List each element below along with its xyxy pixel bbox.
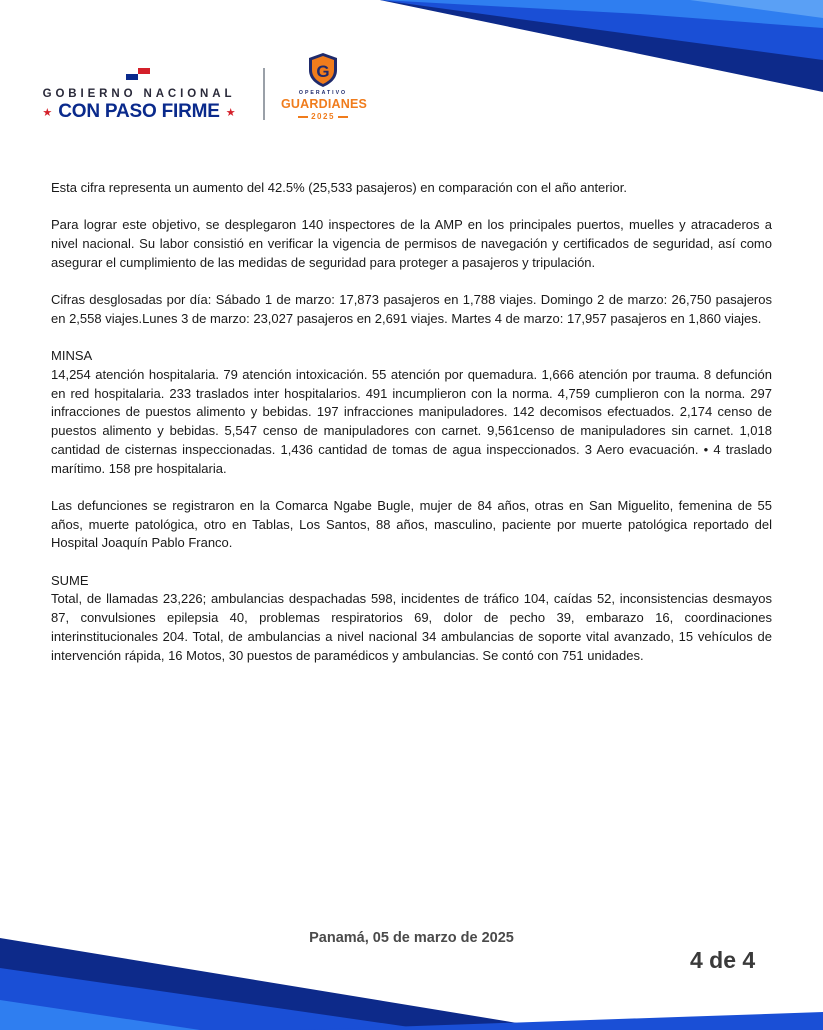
operativo-guardianes-logo [281, 52, 368, 128]
page-number: 4 de 4 [690, 947, 756, 973]
op-year-text: 2025 [311, 112, 335, 121]
shield-icon [307, 52, 339, 88]
paragraph: Total, de llamadas 23,226; ambulancias despachadas 598, incidentes de tráfico 104, caídas 52, inconsistencias desmayos 87, convulsiones epilepsia 40, problemas respiratorios 69, dolor de pecho 39, embarazo 16, coordinaciones interinstitucionales 204. Total, de ambulancias a nivel nacional 34 ambulancias de soporte vital avanzado, 15 vehículos de intervención rápida, 16 Motos, 30 puestos de paramédicos y ambulancias. Se contó con 751 unidades. [51, 591, 772, 663]
footer-date: Panamá, 05 de marzo de 2025 [309, 930, 514, 946]
shield-letter: G [316, 62, 330, 81]
gov-logo-line1: GOBIERNO NACIONAL [42, 88, 236, 100]
logo-divider [263, 68, 265, 120]
star-icon: ★ [225, 106, 236, 119]
document-body [51, 179, 772, 684]
paragraph: Cifras desglosadas por día: Sábado 1 de marzo: 17,873 pasajeros en 1,788 viajes. Domingo 2 de marzo: 26,750 pasajeros en 2,558 viajes.Lunes 3 de marzo: 23,027 pasajeros en 2,691 viajes. Martes 4 de marzo: 17,957 pasajeros en 1,860 viajes. [51, 292, 772, 326]
paragraph: Las defunciones se registraron en la Comarca Ngabe Bugle, mujer de 84 años, otras en San Miguelito, femenina de 55 años, muerte patológica, otro en Tablas, Los Santos, 88 años, masculino, paciente por muerte patológica reportado del Hospital Joaquín Pablo Franco. [51, 497, 772, 551]
paragraph: Para lograr este objetivo, se desplegaron 140 inspectores de la AMP en los principales puertos, muelles y atracaderos a nivel nacional. Su labor consistió en verificar la vigencia de permisos de navegación y certificados de seguridad, así como asegurar el cumplimiento de las medidas de seguridad para proteger a pasajeros y tripulación. [51, 217, 772, 270]
section-title-minsa: MINSA [51, 348, 93, 364]
gobierno-nacional-logo [34, 66, 244, 124]
gov-logo-slogan: CON PASO FIRME [58, 101, 220, 122]
gov-logo-line2 [34, 101, 244, 123]
op-logo-line2: GUARDIANES [281, 97, 368, 111]
paragraph: Esta cifra representa un aumento del 42.5% (25,533 pasajeros) en comparación con el año anterior. [51, 180, 627, 195]
section-title-sume: SUME [51, 572, 89, 588]
op-logo-line1: OPERATIVO [298, 90, 348, 96]
panama-flag-icon [126, 68, 150, 80]
paragraph: 14,254 atención hospitalaria. 79 atención intoxicación. 55 atención por quemadura. 1,666 atención por trauma. 8 defunción en red hospitalaria. 233 traslados inter hospitalarios. 491 incumplieron con la norma. 4,759 cumplieron con la norma. 297 infracciones de puestos alimento y bebidas. 197 infracciones manipuladores. 142 decomisos efectuados. 2,174 censo de puestos alimento y bebidas. 5,547 censo de manipuladores con carnet. 9,561censo de manipuladores sin carnet. 1,018 cantidad de cisternas inspeccionadas. 1,436 cantidad de tomas de agua inspeccionados. 3 Aero evacuación. • 4 traslado marítimo. 158 pre hospitalaria. [51, 366, 772, 476]
star-icon: ★ [42, 106, 53, 119]
op-logo-year [281, 112, 365, 121]
